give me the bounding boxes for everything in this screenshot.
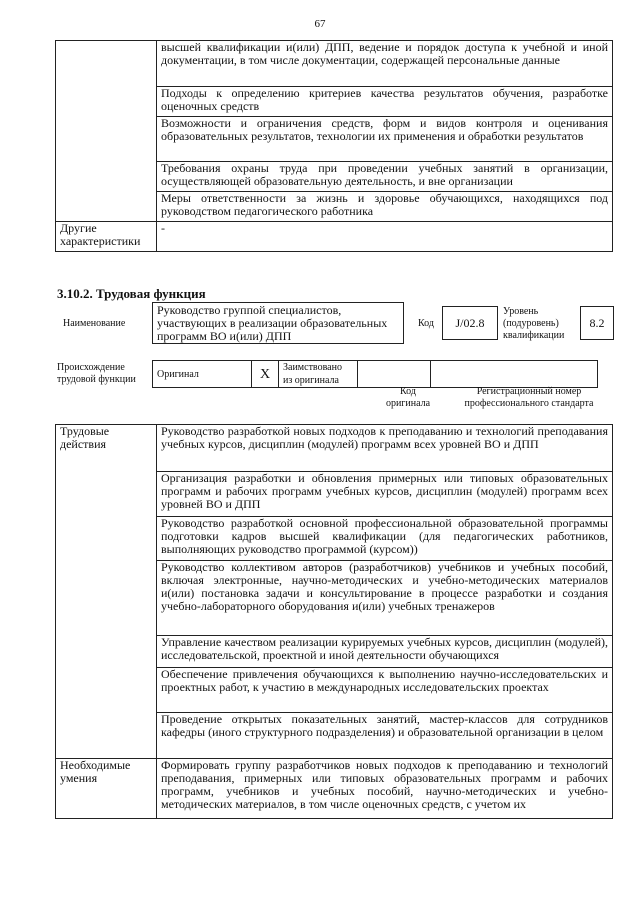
knowledge-table <box>55 40 613 252</box>
table-cell: Руководство разработкой основной профессиональной образовательной программы подготовки кадров высшей квалификации (для педагогических работников, выполняющих руководство программой (курсом)) <box>157 517 613 561</box>
section-title: 3.10.2. Трудовая функция <box>57 286 206 301</box>
table-cell: Меры ответственности за жизнь и здоровье обучающихся, находящихся под руководством педагогического работника <box>157 192 613 222</box>
origin-reg-cell <box>431 361 598 388</box>
origin-label: Происхождение трудовой функции <box>57 362 136 385</box>
table-cell: Проведение открытых показательных занятий, мастер-классов для сотрудников кафедры (иного структурного подразделения) и образовательной организации в целом <box>157 713 613 759</box>
table-cell: Руководство разработкой новых подходов к преподаванию и технологий преподавания учебных курсов, дисциплин (модулей) программ всех уровней ВО и ДПП <box>157 425 613 472</box>
origin-original: Оригинал <box>153 361 252 388</box>
origin-code-cell <box>358 361 431 388</box>
caption-code: Код оригинала <box>385 386 431 409</box>
table-cell: Обеспечение привлечения обучающихся к выполнению научно-исследовательских и проектных работ, к участию в международных исследовательских проектах <box>157 668 613 713</box>
code-label: Код <box>418 318 434 329</box>
code-value: J/02.8 <box>442 306 498 340</box>
table-cell: Руководство коллективом авторов (разработчиков) учебников и учебных пособий, включая электронные, научно-методических и учебно-методических материалов и(или) постановка задачи и консультирование в процессе разработки и создания учебно-лабораторного оборудования и(или) учебных тренажеров <box>157 561 613 636</box>
table-cell: Подходы к определению критериев качества результатов обучения, разработке оценочных средств <box>157 87 613 117</box>
table-cell: высшей квалификации и(или) ДПП, ведение и порядок доступа к учебной и иной документации, в том числе документации, содержащей персональные данные <box>157 41 613 87</box>
name-label: Наименование <box>63 318 126 329</box>
row-label-other: Другие характеристики <box>56 222 157 252</box>
origin-mark: X <box>252 361 279 388</box>
table-cell: Управление качеством реализации курируемых учебных курсов, дисциплин (модулей), исследовательской, проектной и иной деятельности обучающихся <box>157 636 613 668</box>
table-cell: Требования охраны труда при проведении учебных занятий в организации, осуществляющей образовательную деятельность, и вне организации <box>157 162 613 192</box>
page-number: 67 <box>314 18 326 30</box>
origin-borrowed: Заимствовано из оригинала <box>279 361 358 388</box>
caption-reg: Регистрационный номер профессионального стандарта <box>464 386 594 409</box>
table-cell: Организация разработки и обновления примерных или типовых образовательных программ и рабочих программ учебных курсов, дисциплин (модулей) программ всех уровней ВО и ДПП <box>157 472 613 517</box>
table-cell: Возможности и ограничения средств, форм и видов контроля и оценивания образовательных результатов, технологии их применения и обработки результатов <box>157 117 613 162</box>
table-cell-empty <box>56 41 157 222</box>
table-cell: - <box>157 222 613 252</box>
level-label: Уровень (подуровень) квалификации <box>503 306 565 341</box>
name-value: Руководство группой специалистов, участвующих в реализации образовательных программ ВО и(или) ДПП <box>152 302 404 344</box>
function-table <box>55 424 613 819</box>
table-cell: Формировать группу разработчиков новых подходов к преподаванию и технологий преподавания, примерных или типовых образовательных программ и рабочих программ, учебников и учебных пособий, научно-методических и учебно-методических материалов, в том числе оценочных средств, с учетом их <box>157 759 613 819</box>
origin-table <box>152 360 598 388</box>
row-label-actions: Трудовые действия <box>56 425 157 759</box>
level-value: 8.2 <box>580 306 614 340</box>
row-label-skills: Необходимые умения <box>56 759 157 819</box>
